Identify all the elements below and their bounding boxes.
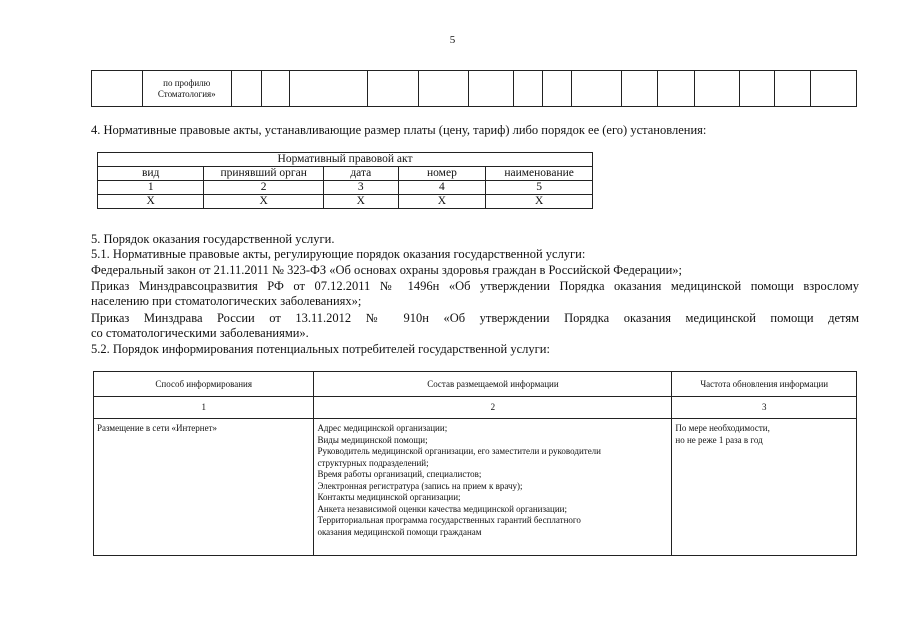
content-line: Руководитель медицинской организации, его заместители и руководители [317, 446, 601, 456]
column-header: Способ информирования [94, 372, 314, 397]
table-cell: 1 [94, 397, 314, 419]
method-cell: Размещение в сети «Интернет» [94, 419, 314, 556]
frequency-line: По мере необходимости, [675, 423, 770, 433]
table-cell: 3 [672, 397, 857, 419]
column-header: Состав размещаемой информации [314, 372, 672, 397]
normative-acts-table [97, 152, 593, 209]
table-cell: 2 [204, 181, 324, 195]
column-header: наименование [486, 167, 593, 181]
table-cell [774, 71, 810, 107]
table-cell [694, 71, 740, 107]
table-row [98, 181, 593, 195]
table-cell [142, 71, 231, 107]
group-header: Нормативный правовой акт [98, 153, 593, 167]
section5-1-heading: 5.1. Нормативные правовые акты, регулирующие порядок оказания государственной услуги: [91, 247, 586, 261]
law-2-line-1: Приказ Минздравсоцразвития РФ от 07.12.2011 № 1496н «Об утверждении Порядка оказания медицинской помощи взрослому [91, 279, 859, 293]
content-line: Территориальная программа государственных гарантий бесплатного [317, 515, 581, 525]
table-cell [514, 71, 543, 107]
column-header: вид [98, 167, 204, 181]
law-2-line-2: населению при стоматологических заболеваниях»; [91, 294, 362, 308]
table-header-row [98, 153, 593, 167]
content-line: Контакты медицинской организации; [317, 492, 461, 502]
table-cell: Х [204, 195, 324, 209]
table-cell: 1 [98, 181, 204, 195]
table-cell [261, 71, 290, 107]
law-1: Федеральный закон от 21.11.2011 № 323-ФЗ «Об основах охраны здоровья граждан в Российской Федерации»; [91, 263, 683, 277]
content-line: оказания медицинской помощи гражданам [317, 526, 482, 537]
continuation-table [91, 70, 857, 107]
law-3-line-2: со стоматологическими заболеваниями». [91, 326, 309, 340]
table-cell [658, 71, 694, 107]
content-line: Время работы организаций, специалистов; [317, 469, 482, 479]
informing-table [93, 371, 857, 556]
frequency-line: но не реже 1 раза в год [675, 434, 763, 445]
table-row [94, 419, 857, 556]
table-cell: Х [486, 195, 593, 209]
table-cell [290, 71, 368, 107]
table-cell: 2 [314, 397, 672, 419]
content-line: структурных подразделений; [317, 457, 429, 468]
column-header: номер [398, 167, 486, 181]
section5-heading: 5. Порядок оказания государственной услуги. [91, 232, 335, 246]
table-cell [740, 71, 774, 107]
table-cell [811, 71, 857, 107]
section4-heading: 4. Нормативные правовые акты, устанавливающие размер платы (цену, тариф) либо порядок ее (его) установления: [91, 123, 707, 137]
table-cell: Х [323, 195, 398, 209]
table-cell: Х [98, 195, 204, 209]
table-header-row [98, 167, 593, 181]
page-number: 5 [449, 34, 456, 46]
column-header: принявший орган [204, 167, 324, 181]
table-cell [232, 71, 262, 107]
table-cell: 3 [323, 181, 398, 195]
table-row [92, 71, 857, 107]
table-header-row [94, 372, 857, 397]
table-cell [571, 71, 622, 107]
column-header: Частота обновления информации [672, 372, 857, 397]
column-header: дата [323, 167, 398, 181]
cell-text: Стоматология» [157, 88, 216, 99]
content-line: Анкета независимой оценки качества медицинской организации; [317, 503, 567, 514]
law-3-line-1: Приказ Минздрава России от 13.11.2012 № 910н «Об утверждении Порядка оказания медицинской помощи детям [91, 311, 859, 325]
table-cell: 4 [398, 181, 486, 195]
table-cell: Х [398, 195, 486, 209]
table-cell [418, 71, 468, 107]
table-row [98, 195, 593, 209]
table-cell [542, 71, 571, 107]
table-cell [468, 71, 514, 107]
cell-text: по профилю [163, 77, 211, 88]
content-line: Виды медицинской помощи; [317, 434, 428, 445]
content-line: Адрес медицинской организации; [317, 423, 448, 433]
table-cell [622, 71, 658, 107]
table-cell [368, 71, 419, 107]
table-cell [92, 71, 143, 107]
content-line: Электронная регистратура (запись на прием к врачу); [317, 480, 523, 491]
table-row [94, 397, 857, 419]
table-cell: 5 [486, 181, 593, 195]
section5-2-heading: 5.2. Порядок информирования потенциальных потребителей государственной услуги: [91, 342, 550, 356]
content-cell [314, 419, 672, 556]
frequency-cell [672, 419, 857, 556]
